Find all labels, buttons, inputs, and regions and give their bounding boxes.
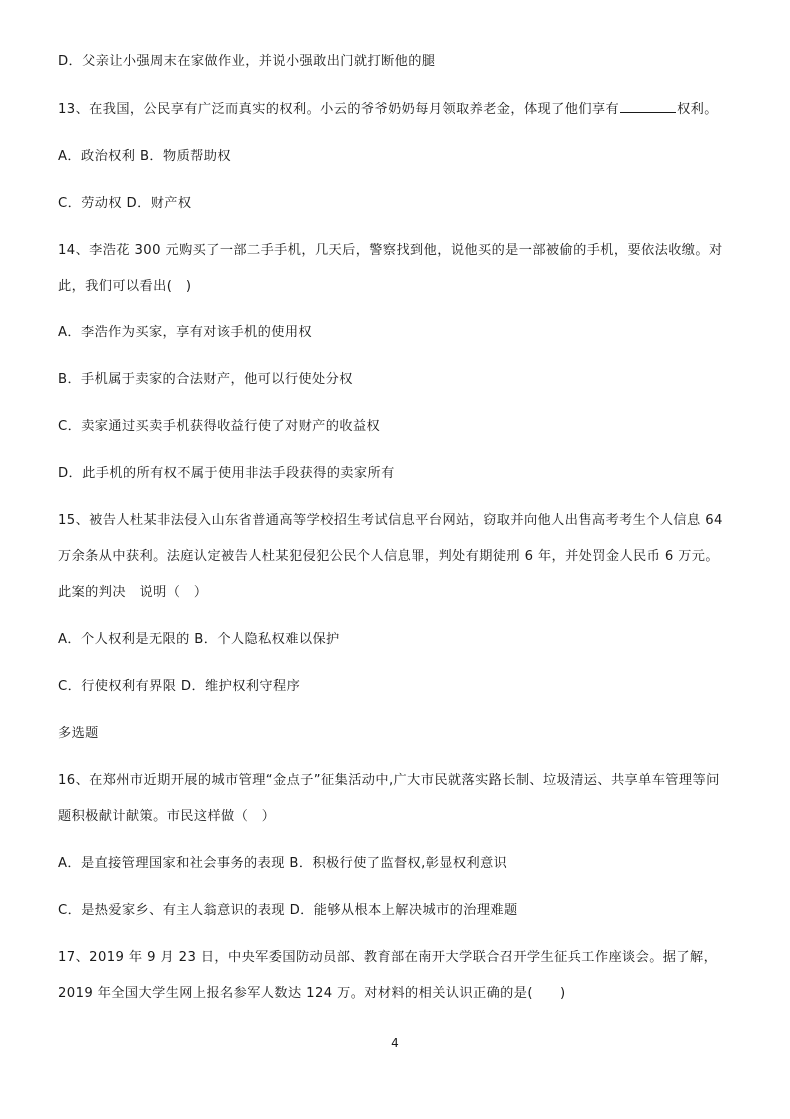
q14-option-d: D．此手机的所有权不属于使用非法手段获得的卖家所有 xyxy=(58,466,395,481)
answer-blank xyxy=(620,100,676,113)
q17-stem-line1: 17、2019 年 9 月 23 日，中央军委国防动员部、教育部在南开大学联合召开学生征兵工作座谈会。据了解， xyxy=(58,950,718,965)
q13-stem xyxy=(58,98,718,117)
page-number: 4 xyxy=(391,1036,399,1050)
q16-stem-line2: 题积极献计献策。市民这样做（ ） xyxy=(58,809,276,824)
q13-stem-after: 权利。 xyxy=(677,102,718,117)
q15-stem-line2: 万余条从中获利。法庭认定被告人杜某犯侵犯公民个人信息罪，判处有期徒刑 6 年，并处罚金人民币 6 万元。 xyxy=(58,549,719,564)
q17-stem-line2: 2019 年全国大学生网上报名参军人数达 124 万。对材料的相关认识正确的是( ) xyxy=(58,986,566,1001)
section-title: 多选题 xyxy=(58,726,99,741)
q15-options-cd: C．行使权利有界限 D．维护权利守程序 xyxy=(58,679,301,694)
q14-option-a: A．李浩作为买家，享有对该手机的使用权 xyxy=(58,325,312,340)
q16-options-ab: A．是直接管理国家和社会事务的表现 B．积极行使了监督权,彰显权利意识 xyxy=(58,856,508,871)
q13-options-ab: A．政治权利 B．物质帮助权 xyxy=(58,149,231,164)
q14-stem-line2: 此，我们可以看出( ) xyxy=(58,279,192,294)
q14-option-b: B．手机属于卖家的合法财产，他可以行使处分权 xyxy=(58,372,353,387)
q15-options-ab: A．个人权利是无限的 B．个人隐私权难以保护 xyxy=(58,632,340,647)
q13-stem-before: 13、在我国，公民享有广泛而真实的权利。小云的爷爷奶奶每月领取养老金，体现了他们享有 xyxy=(58,102,620,117)
q16-stem-line1: 16、在郑州市近期开展的城市管理“金点子”征集活动中,广大市民就落实路长制、垃圾清运、共享单车管理等问 xyxy=(58,773,720,788)
q16-options-cd: C．是热爱家乡、有主人翁意识的表现 D．能够从根本上解决城市的治理难题 xyxy=(58,903,518,918)
q15-stem-line3: 此案的判决 说明（ ） xyxy=(58,585,208,600)
q13-options-cd: C．劳动权 D．财产权 xyxy=(58,196,192,211)
q15-stem-line1: 15、被告人杜某非法侵入山东省普通高等学校招生考试信息平台网站，窃取并向他人出售高考考生个人信息 64 xyxy=(58,513,723,528)
q14-stem-line1: 14、李浩花 300 元购买了一部二手手机，几天后，警察找到他，说他买的是一部被偷的手机，要依法收缴。对 xyxy=(58,243,723,258)
q12-option-d: D．父亲让小强周末在家做作业，并说小强敢出门就打断他的腿 xyxy=(58,54,436,69)
q14-option-c: C．卖家通过买卖手机获得收益行使了对财产的收益权 xyxy=(58,419,381,434)
